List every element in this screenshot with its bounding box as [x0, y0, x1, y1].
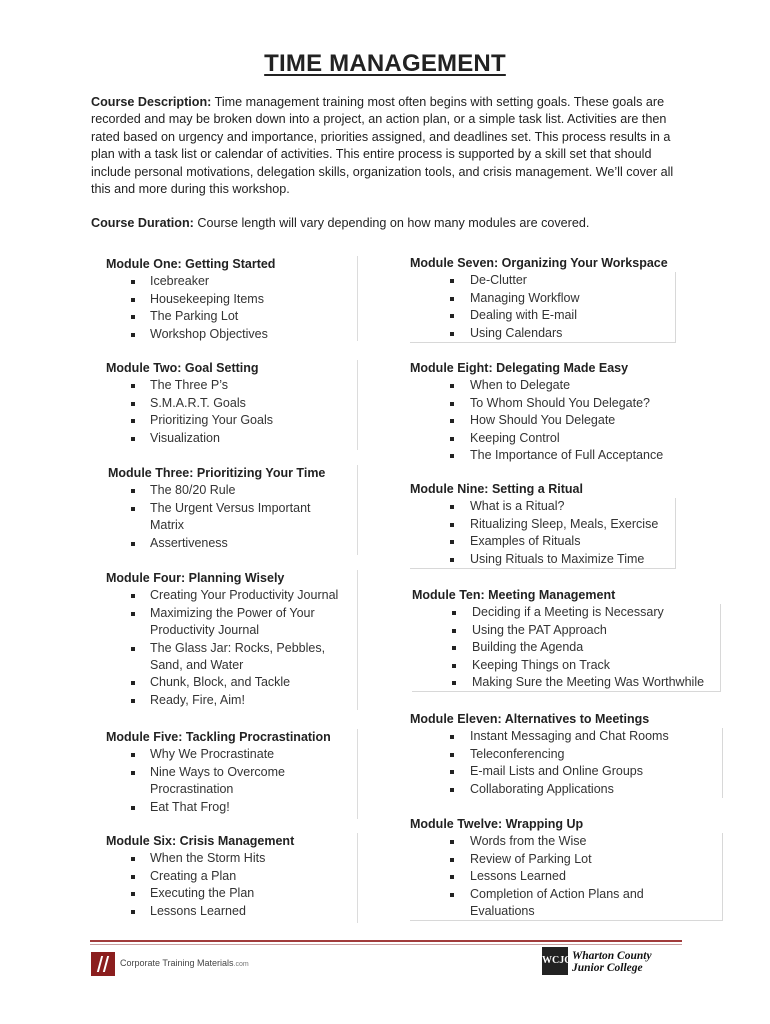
module-6 [106, 833, 358, 920]
module-topic: Review of Parking Lot [410, 851, 722, 868]
module-topic: Lessons Learned [106, 903, 358, 920]
module-title: Module Three: Prioritizing Your Time [108, 466, 326, 480]
divider [357, 729, 358, 819]
module-title: Module Seven: Organizing Your Workspace [410, 256, 668, 270]
course-description [91, 94, 691, 198]
module-8 [410, 360, 675, 464]
module-topics [106, 377, 358, 447]
page-title: TIME MANAGEMENT [264, 50, 506, 77]
module-2 [106, 360, 358, 447]
wcjc-logo-icon: WCJC [542, 947, 568, 975]
module-topic: Why We Procrastinate [106, 746, 306, 763]
module-topic: Visualization [106, 430, 358, 447]
module-topics [410, 498, 676, 569]
footer-rule [90, 940, 682, 942]
module-topic: Completion of Action Plans and Evaluations [410, 886, 670, 921]
module-topic: Deciding if a Meeting is Necessary [412, 604, 720, 621]
module-topics [410, 272, 676, 343]
module-topic: Prioritizing Your Goals [106, 412, 358, 429]
module-topics [106, 273, 358, 343]
page-title-wrap [0, 50, 770, 78]
module-topic: Chunk, Block, and Tackle [106, 674, 346, 691]
module-topic: When to Delegate [410, 377, 675, 394]
module-title: Module Five: Tackling Procrastination [106, 730, 331, 744]
module-topic: The Importance of Full Acceptance [410, 447, 675, 464]
wcjc-line-1: Wharton County [572, 950, 652, 962]
module-topic: De-Clutter [410, 272, 675, 289]
corporate-training-logo-icon [91, 952, 115, 976]
module-topic: Maximizing the Power of Your Productivity Journal [106, 605, 320, 640]
wcjc-logo-text [572, 950, 652, 974]
module-12 [410, 816, 722, 921]
module-topic: S.M.A.R.T. Goals [106, 395, 358, 412]
module-title: Module Eight: Delegating Made Easy [410, 361, 629, 375]
module-topic: Instant Messaging and Chat Rooms [410, 728, 722, 745]
module-topics [410, 833, 723, 921]
module-4 [106, 570, 358, 709]
module-topic: Workshop Objectives [106, 326, 358, 343]
module-topic: The Glass Jar: Rocks, Pebbles, Sand, and Water [106, 640, 330, 675]
module-topics [106, 482, 321, 552]
module-topic: Examples of Rituals [410, 533, 675, 550]
course-duration [91, 215, 691, 232]
module-topics [410, 377, 675, 464]
module-topic: The Parking Lot [106, 308, 358, 325]
module-1 [106, 256, 358, 343]
module-topic: Housekeeping Items [106, 291, 358, 308]
corporate-training-logo-text [120, 958, 249, 968]
footer-rule-thin [90, 944, 682, 945]
logo-suffix: .com [233, 961, 249, 968]
module-topic: Creating a Plan [106, 868, 358, 885]
module-title: Module Eleven: Alternatives to Meetings [410, 712, 650, 726]
module-topic: Collaborating Applications [410, 781, 722, 798]
wcjc-line-2: Junior College [572, 962, 643, 974]
module-topic: To Whom Should You Delegate? [410, 395, 675, 412]
module-title: Module Nine: Setting a Ritual [410, 482, 583, 496]
module-topic: Managing Workflow [410, 290, 675, 307]
module-topic: Keeping Control [410, 430, 675, 447]
module-topic: Words from the Wise [410, 833, 722, 850]
module-11 [410, 711, 722, 798]
module-topic: Keeping Things on Track [412, 657, 720, 674]
divider [357, 833, 358, 923]
module-topic: Ritualizing Sleep, Meals, Exercise [410, 516, 675, 533]
module-topics [106, 746, 306, 816]
module-topic: Using Rituals to Maximize Time [410, 551, 675, 568]
module-topic: Dealing with E-mail [410, 307, 675, 324]
module-topic: E-mail Lists and Online Groups [410, 763, 722, 780]
module-3 [108, 465, 358, 552]
module-topic: Executing the Plan [106, 885, 358, 902]
module-topic: How Should You Delegate [410, 412, 675, 429]
module-title: Module Ten: Meeting Management [412, 588, 616, 602]
module-title: Module Four: Planning Wisely [106, 571, 285, 585]
course-duration-label: Course Duration: [91, 216, 194, 230]
module-title: Module Twelve: Wrapping Up [410, 817, 584, 831]
module-title: Module One: Getting Started [106, 257, 276, 271]
module-topics [412, 604, 721, 692]
module-topic: The Urgent Versus Important Matrix [106, 500, 321, 535]
module-topic: Lessons Learned [410, 868, 722, 885]
course-description-text: Time management training most often begins with setting goals. These goals are recorded and may be broken down into a project, an action plan, or a simple task list. Activities are then rated based on urgency and importance, priorities assigned, and deadlines set. This process results in a plan with a task list or calendar of activities. This entire process is supported by a skill set that should include personal motivations, delegation skills, organization tools, and crisis management. We’ll cover all this and more during this workshop. [91, 95, 674, 197]
module-topic: The Three P’s [106, 377, 358, 394]
module-topic: Assertiveness [106, 535, 321, 552]
module-5 [106, 729, 358, 816]
module-topic: Icebreaker [106, 273, 358, 290]
module-topic: Using Calendars [410, 325, 675, 342]
module-topic: Eat That Frog! [106, 799, 306, 816]
course-description-label: Course Description: [91, 95, 212, 109]
module-topics [410, 728, 723, 798]
module-topic: What is a Ritual? [410, 498, 675, 515]
divider [357, 570, 358, 710]
module-topic: Ready, Fire, Aim! [106, 692, 346, 709]
module-topic: Creating Your Productivity Journal [106, 587, 346, 604]
course-duration-text: Course length will vary depending on how many modules are covered. [193, 216, 590, 230]
module-10 [412, 587, 720, 692]
module-topic: Building the Agenda [412, 639, 720, 656]
module-topic: Nine Ways to Overcome Procrastination [106, 764, 306, 799]
divider [357, 465, 358, 555]
logo-text: Corporate Training Materials [120, 958, 234, 968]
module-topic: Teleconferencing [410, 746, 722, 763]
module-topic: The 80/20 Rule [106, 482, 321, 499]
module-topics [106, 850, 358, 920]
divider [357, 256, 358, 341]
module-7 [410, 255, 675, 343]
module-topic: When the Storm Hits [106, 850, 358, 867]
module-topic: Making Sure the Meeting Was Worthwhile [412, 674, 720, 691]
module-title: Module Two: Goal Setting [106, 361, 259, 375]
module-topic: Using the PAT Approach [412, 622, 720, 639]
divider [357, 360, 358, 450]
module-9 [410, 481, 675, 569]
module-title: Module Six: Crisis Management [106, 834, 295, 848]
module-topics [106, 587, 346, 709]
